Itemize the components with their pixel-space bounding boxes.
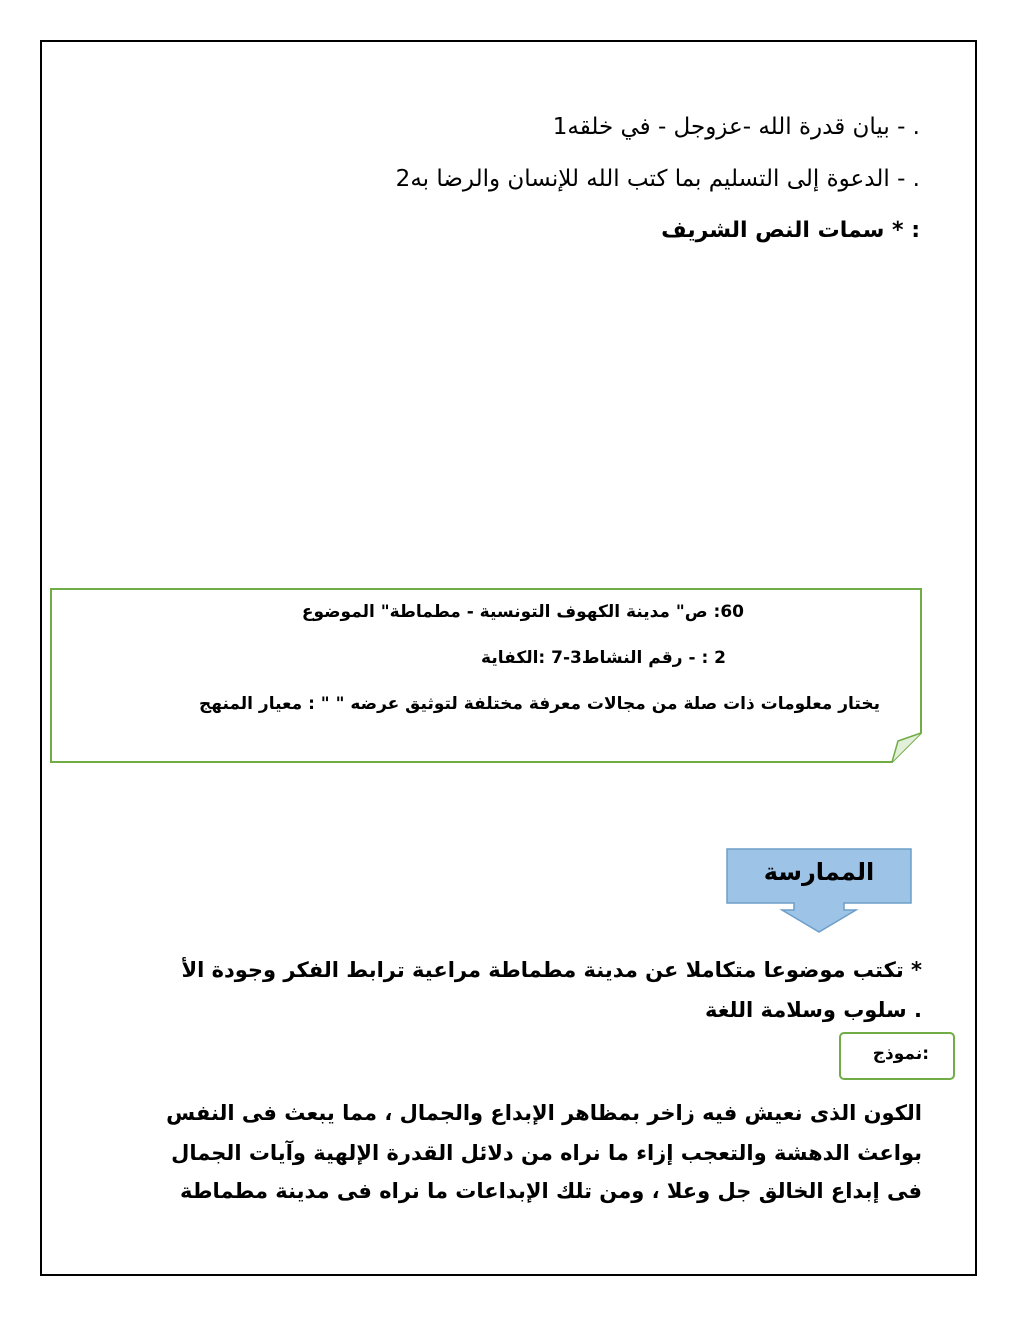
practice-label: الممارسة	[763, 858, 875, 886]
paragraph-line-2: بواعث الدهشة والتعجب إزاء ما نراه من دلائل القدرة الإلهية وآيات الجمال	[171, 1141, 922, 1165]
paragraph-line-3: فى إبداع الخالق جل وعلا ، ومن تلك الإبداعات ما نراه فى مدينة مطماطة	[180, 1179, 922, 1203]
goal-line-2: . - الدعوة إلى التسليم بما كتب الله للإنسان والرضا به2	[395, 166, 920, 192]
model-label: :نموذج	[872, 1044, 929, 1064]
paragraph-line-1: الكون الذى نعيش فيه زاخر بمظاهر الإبداع والجمال ، مما يبعث فى النفس	[166, 1101, 922, 1125]
section-heading: : * سمات النص الشريف	[661, 218, 920, 243]
lesson-info-box	[50, 588, 922, 763]
info-standard: يختار معلومات ذات صلة من مجالات معرفة مختلفة لتوثيق عرضه " " : معيار المنهج	[198, 694, 880, 714]
model-tag	[839, 1032, 955, 1080]
info-activity: 2 : - رقم النشاط3-7 :الكفاية	[481, 648, 726, 668]
goal-line-1: . - بيان قدرة الله -عزوجل - في خلقه1	[552, 114, 920, 140]
task-line-2: . سلوب وسلامة اللغة	[704, 998, 922, 1022]
task-line-1: * تكتب موضوعا متكاملا عن مدينة مطماطة مراعية ترابط الفكر وجودة الأ	[181, 958, 922, 982]
info-topic: 60: ص" مدينة الكهوف التونسية - مطماطة" الموضوع	[301, 602, 744, 622]
practice-badge	[726, 848, 912, 933]
